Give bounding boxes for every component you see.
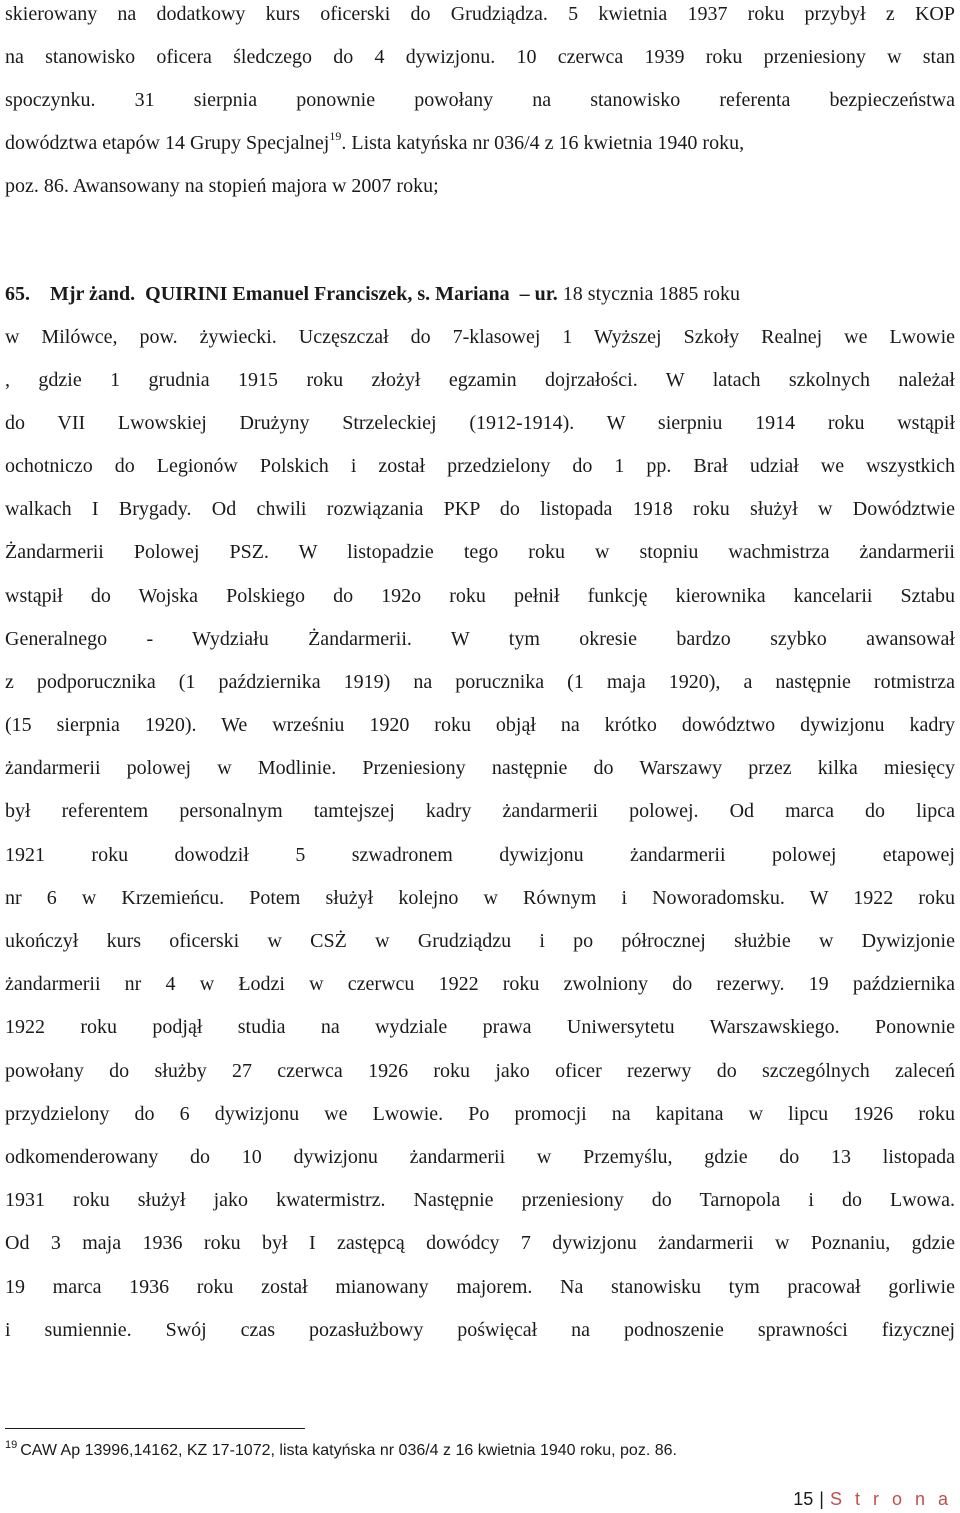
- text-segment: . Lista katyńska nr 036/4 z 16 kwietnia 1940 roku,: [341, 132, 745, 154]
- text-line: Od 3 maja 1936 roku był I zastępcą dowódcy 7 dywizjonu żandarmerii w Poznaniu, gdzie: [5, 1232, 955, 1254]
- text-line: z podporucznika (1 października 1919) na porucznika (1 maja 1920), a następnie rotmistrza: [5, 671, 955, 693]
- footnote-number: 19: [5, 1439, 18, 1451]
- text-line: skierowany na dodatkowy kurs oficerski do Grudziądza. 5 kwietnia 1937 roku przybył z KOP: [5, 3, 955, 25]
- text-segment: dowództwa etapów 14 Grupy Specjalnej: [5, 132, 330, 154]
- text-line: był referentem personalnym tamtejszej kadry żandarmerii polowej. Od marca do lipca: [5, 800, 955, 822]
- text-line: na stanowisko oficera śledczego do 4 dywizjonu. 10 czerwca 1939 roku przeniesiony w stan: [5, 46, 955, 68]
- text-line: ukończył kurs oficerski w CSŻ w Grudziądzu i po półrocznej służbie w Dywizjonie: [5, 930, 955, 952]
- text-line-with-footnote: [5, 131, 955, 157]
- text-line: odkomenderowany do 10 dywizjonu żandarmerii w Przemyślu, gdzie do 13 listopada: [5, 1146, 955, 1168]
- text-line: walkach I Brygady. Od chwili rozwiązania PKP do listopada 1918 roku służył w Dowództwie: [5, 498, 955, 520]
- text-line: przydzielony do 6 dywizjonu we Lwowie. Po promocji na kapitana w lipcu 1926 roku: [5, 1103, 955, 1125]
- text-line: Generalnego - Wydziału Żandarmerii. W tym okresie bardzo szybko awansował: [5, 628, 955, 650]
- text-segment: 18 stycznia 1885 roku: [557, 283, 740, 305]
- page-number-value: 15: [793, 1489, 814, 1509]
- entry-heading: 65. Mjr żand. QUIRINI Emanuel Franciszek, s. Mariana – ur.: [5, 283, 558, 305]
- text-line: (15 sierpnia 1920). We wrześniu 1920 roku objął na krótko dowództwo dywizjonu kadry: [5, 714, 955, 736]
- text-line: w Milówce, pow. żywiecki. Uczęszczał do 7-klasowej 1 Wyższej Szkoły Realnej we Lwowie: [5, 326, 955, 348]
- footnote: [5, 1440, 955, 1463]
- text-line: spoczynku. 31 sierpnia ponownie powołany na stanowisko referenta bezpieczeństwa: [5, 89, 955, 111]
- text-line: 1921 roku dowodził 5 szwadronem dywizjonu żandarmerii polowej etapowej: [5, 844, 955, 866]
- entry-heading-line: [5, 282, 955, 306]
- text-line: wstąpił do Wojska Polskiego do 192o roku pełnił funkcję kierownika kancelarii Sztabu: [5, 585, 955, 607]
- text-line: nr 6 w Krzemieńcu. Potem służył kolejno w Równym i Noworadomsku. W 1922 roku: [5, 887, 955, 909]
- text-line: , gdzie 1 grudnia 1915 roku złożył egzamin dojrzałości. W latach szkolnych należał: [5, 369, 955, 391]
- footnote-separator: [5, 1428, 305, 1429]
- text-line: 1922 roku podjął studia na wydziale prawa Uniwersytetu Warszawskiego. Ponownie: [5, 1016, 955, 1038]
- text-line: ochotniczo do Legionów Polskich i został przedzielony do 1 pp. Brał udział we wszystkich: [5, 455, 955, 477]
- footnote-reference: 19: [329, 129, 342, 143]
- text-line: 19 marca 1936 roku został mianowany majorem. Na stanowisku tym pracował gorliwie: [5, 1276, 955, 1298]
- page-number: [793, 1488, 952, 1510]
- text-line: do VII Lwowskiej Drużyny Strzeleckiej (1912-1914). W sierpniu 1914 roku wstąpił: [5, 412, 955, 434]
- text-line: 1931 roku służył jako kwatermistrz. Następnie przeniesiony do Tarnopola i do Lwowa.: [5, 1189, 955, 1211]
- text-line: żandarmerii polowej w Modlinie. Przeniesiony następnie do Warszawy przez kilka miesięcy: [5, 757, 955, 779]
- text-line: poz. 86. Awansowany na stopień majora w 2007 roku;: [5, 175, 439, 197]
- page-number-separator: |: [819, 1489, 824, 1509]
- text-line: i sumiennie. Swój czas pozasłużbowy poświęcał na podnoszenie sprawności fizycznej: [5, 1319, 955, 1341]
- text-line: Żandarmerii Polowej PSZ. W listopadzie tego roku w stopniu wachmistrza żandarmerii: [5, 541, 955, 563]
- text-line: żandarmerii nr 4 w Łodzi w czerwcu 1922 roku zwolniony do rezerwy. 19 października: [5, 973, 955, 995]
- footnote-text: CAW Ap 13996,14162, KZ 17-1072, lista katyńska nr 036/4 z 16 kwietnia 1940 roku, poz. 86.: [20, 1442, 677, 1459]
- page-number-label: S t r o n a: [829, 1489, 952, 1509]
- text-line: powołany do służby 27 czerwca 1926 roku jako oficer rezerwy do szczególnych zaleceń: [5, 1060, 955, 1082]
